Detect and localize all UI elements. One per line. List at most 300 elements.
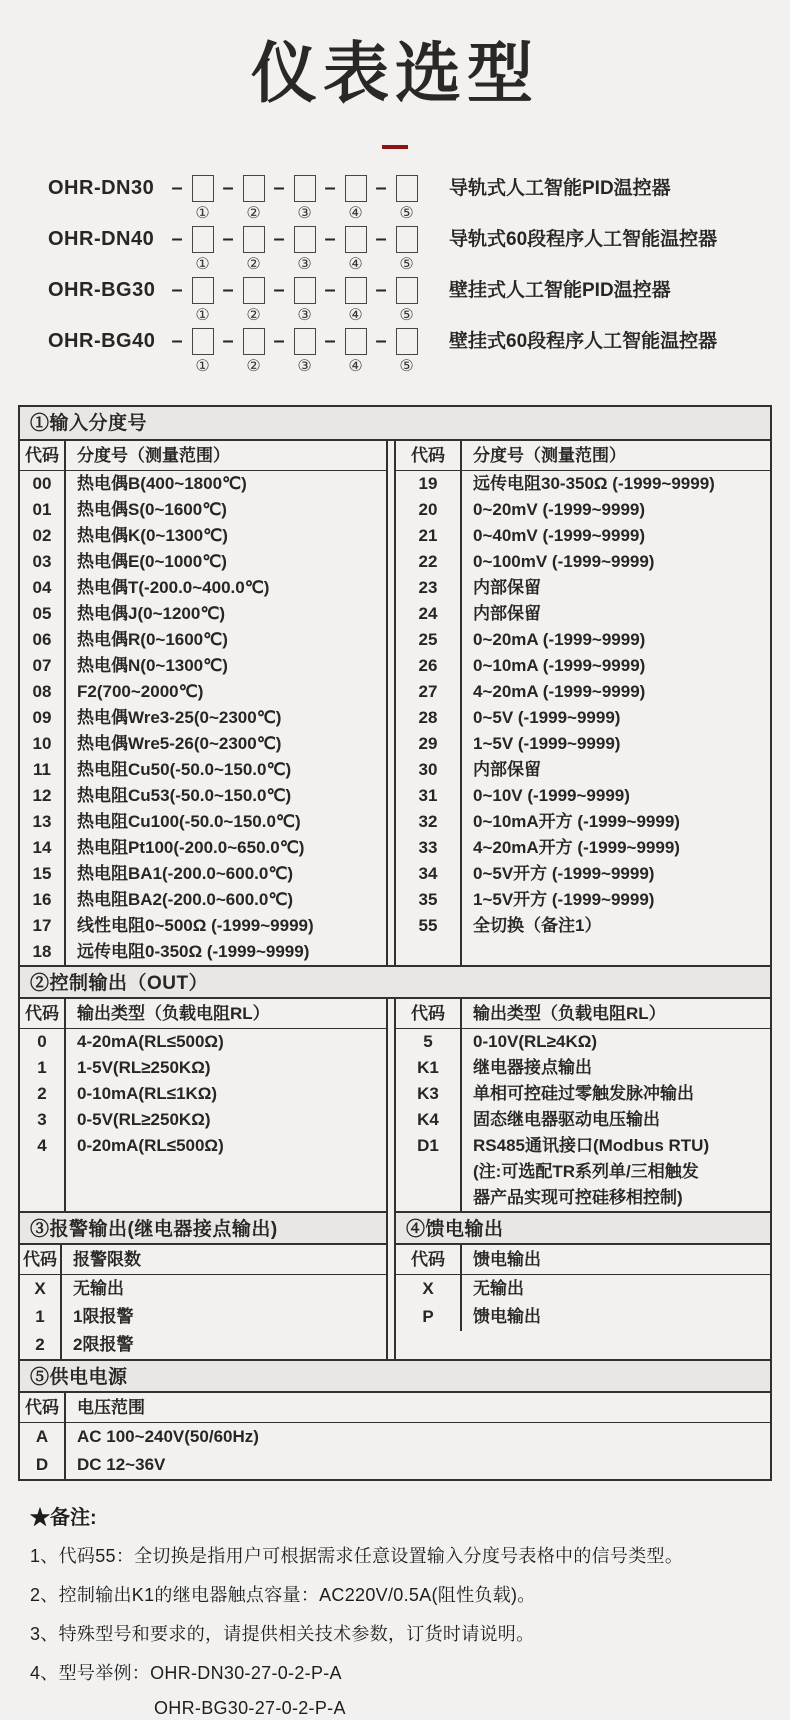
table-row <box>396 523 770 549</box>
range-header: 分度号（测量范围） <box>473 446 626 465</box>
table-row <box>396 497 770 523</box>
code-cell: 31 <box>418 786 438 805</box>
desc-cell: 热电偶N(0~1300℃) <box>77 656 228 675</box>
option-box <box>345 175 367 202</box>
option-box <box>192 226 214 253</box>
code-cell: 35 <box>418 890 438 909</box>
desc-cell: 热电偶K(0~1300℃) <box>77 526 228 545</box>
code-cell: 30 <box>418 760 438 779</box>
dash-separator: – <box>324 330 336 352</box>
desc-cell: 0-10V(RL≥4KΩ) <box>473 1032 598 1051</box>
desc-cell: 0~100mV (-1999~9999) <box>473 552 655 571</box>
code-cell: 14 <box>32 838 52 857</box>
table-row <box>20 705 386 731</box>
code-cell: 20 <box>418 500 438 519</box>
table-row <box>396 1303 770 1331</box>
code-cell: K4 <box>417 1110 439 1129</box>
desc-cell: 1-5V(RL≥250KΩ) <box>77 1058 211 1077</box>
title-underline <box>382 145 408 149</box>
table-row <box>396 809 770 835</box>
option-slot <box>237 226 270 273</box>
table-row <box>396 549 770 575</box>
note-line: 4、型号举例：OHR-DN30-27-0-2-P-A <box>30 1663 342 1683</box>
dash-separator: – <box>273 177 285 199</box>
code-cell: 25 <box>418 630 438 649</box>
option-slot <box>390 277 423 324</box>
position-marker: ③ <box>297 307 312 324</box>
code-cell: 26 <box>418 656 438 675</box>
option-box <box>294 226 316 253</box>
code-cell: 16 <box>32 890 52 909</box>
position-marker: ④ <box>348 256 363 273</box>
dash-separator: – <box>324 228 336 250</box>
option-slot <box>237 175 270 222</box>
table-row <box>20 861 386 887</box>
code-cell: 23 <box>418 578 438 597</box>
spec-sheet-page <box>0 20 790 1720</box>
position-marker: ⑤ <box>399 205 414 222</box>
code-cell: 02 <box>32 526 52 545</box>
dash-separator: – <box>273 279 285 301</box>
option-box <box>243 226 265 253</box>
position-marker: ③ <box>297 205 312 222</box>
model-code: OHR-BG40 <box>48 330 156 352</box>
table-row <box>20 497 386 523</box>
model-description: 导轨式60段程序人工智能温控器 <box>449 229 718 250</box>
table-row <box>20 1423 770 1451</box>
option-slot <box>288 328 321 375</box>
desc-cell: 热电偶Wre5-26(0~2300℃) <box>77 734 282 753</box>
position-marker: ① <box>195 358 210 375</box>
table-row <box>396 1185 770 1211</box>
code-cell: 2 <box>35 1335 45 1354</box>
code-cell: 06 <box>32 630 52 649</box>
code-cell: 10 <box>32 734 52 753</box>
table-row <box>396 1029 770 1055</box>
section1-title: ①输入分度号 <box>20 407 770 441</box>
desc-cell: 单相可控硅过零触发脉冲输出 <box>473 1084 694 1103</box>
dash-separator: – <box>273 228 285 250</box>
code-cell: 19 <box>418 474 438 493</box>
desc-cell: 0~5V (-1999~9999) <box>473 708 621 727</box>
option-box <box>396 175 418 202</box>
code-cell: 09 <box>32 708 52 727</box>
option-slot <box>390 328 423 375</box>
table-row <box>396 1133 770 1159</box>
table-row <box>396 835 770 861</box>
dash-separator: – <box>222 228 234 250</box>
code-cell: D <box>35 1455 49 1474</box>
notes-header: ★备注: <box>30 1507 97 1529</box>
desc-cell: 固态继电器驱动电压输出 <box>473 1110 660 1129</box>
code-cell: 1 <box>35 1307 45 1326</box>
desc-cell: 线性电阻0~500Ω (-1999~9999) <box>77 916 314 935</box>
code-header: 代码 <box>411 1250 445 1269</box>
desc-cell: 0-20mA(RL≤500Ω) <box>77 1136 224 1155</box>
option-slot <box>339 175 372 222</box>
selection-table <box>18 405 772 1481</box>
option-slot <box>237 328 270 375</box>
desc-cell: 4~20mA开方 (-1999~9999) <box>473 838 680 857</box>
code-cell: 04 <box>32 578 52 597</box>
desc-cell: DC 12~36V <box>77 1455 166 1474</box>
position-marker: ⑤ <box>399 358 414 375</box>
model-row <box>48 226 790 277</box>
table-row <box>20 471 386 497</box>
position-marker: ③ <box>297 358 312 375</box>
section3-4-pair <box>20 1211 770 1359</box>
table-row <box>396 913 770 939</box>
code-cell: 55 <box>418 916 438 935</box>
section5-title: ⑤供电电源 <box>20 1359 770 1393</box>
table-row <box>396 601 770 627</box>
desc-cell: 热电阻Cu50(-50.0~150.0℃) <box>77 760 292 779</box>
dash-separator: – <box>375 330 387 352</box>
option-box <box>396 226 418 253</box>
table-row <box>20 1303 386 1331</box>
code-cell: 32 <box>418 812 438 831</box>
option-slot <box>237 277 270 324</box>
code-cell: 21 <box>418 526 438 545</box>
table-row <box>396 861 770 887</box>
option-box <box>243 328 265 355</box>
model-code: OHR-DN40 <box>48 228 155 250</box>
code-cell <box>396 1185 460 1211</box>
section4-inner <box>396 1245 770 1331</box>
code-cell: 13 <box>32 812 52 831</box>
output-type-header: 输出类型（负载电阻RL） <box>473 1004 666 1023</box>
code-header: 代码 <box>411 1004 445 1023</box>
position-marker: ② <box>246 307 261 324</box>
table-row <box>396 679 770 705</box>
dash-separator: – <box>171 330 183 352</box>
position-marker: ② <box>246 358 261 375</box>
table-row <box>396 627 770 653</box>
table-row <box>396 1055 770 1081</box>
code-cell: 27 <box>418 682 438 701</box>
table-row <box>20 1133 386 1159</box>
desc-cell: 热电阻BA2(-200.0~600.0℃) <box>77 890 294 909</box>
desc-cell: RS485通讯接口(Modbus RTU) <box>473 1136 710 1155</box>
desc-cell: 1限报警 <box>73 1307 134 1326</box>
desc-cell: 热电偶S(0~1600℃) <box>77 500 227 519</box>
desc-cell: 热电阻Pt100(-200.0~650.0℃) <box>77 838 305 857</box>
table-row <box>20 835 386 861</box>
code-cell: 17 <box>32 916 52 935</box>
code-cell <box>396 1159 460 1185</box>
page-title: 仪表选型 <box>251 36 539 110</box>
table-row <box>20 783 386 809</box>
table-row <box>20 913 386 939</box>
code-cell: X <box>34 1279 46 1298</box>
section2-left-half <box>20 999 388 1211</box>
section4-table <box>394 1211 770 1359</box>
column-header <box>396 441 770 471</box>
desc-cell: 无输出 <box>73 1279 124 1298</box>
option-box <box>243 277 265 304</box>
desc-cell: 热电偶B(400~1800℃) <box>77 474 247 493</box>
column-header <box>20 1245 386 1275</box>
option-box <box>294 277 316 304</box>
column-header <box>396 1245 770 1275</box>
model-row <box>48 277 790 328</box>
desc-cell: 热电偶R(0~1600℃) <box>77 630 228 649</box>
desc-cell: 0-10mA(RL≤1KΩ) <box>77 1084 218 1103</box>
notes-list <box>30 1542 790 1685</box>
table-row <box>20 939 386 965</box>
dash-separator: – <box>324 279 336 301</box>
code-cell: K3 <box>417 1084 439 1103</box>
code-cell: 28 <box>418 708 438 727</box>
code-cell: 29 <box>418 734 438 753</box>
table-row <box>396 731 770 757</box>
section3-title: ③报警输出(继电器接点输出) <box>20 1211 386 1245</box>
code-cell: 11 <box>33 760 51 779</box>
option-slot <box>288 226 321 273</box>
option-box <box>294 175 316 202</box>
note-line: 1、代码55：全切换是指用户可根据需求任意设置输入分度号表格中的信号类型。 <box>30 1546 684 1566</box>
dash-separator: – <box>375 177 387 199</box>
code-cell: 07 <box>32 656 52 675</box>
desc-cell: 2限报警 <box>73 1335 134 1354</box>
code-header: 代码 <box>411 446 445 465</box>
table-row <box>20 575 386 601</box>
option-box <box>243 175 265 202</box>
table-row <box>20 1055 386 1081</box>
code-cell: 24 <box>418 604 438 623</box>
option-box <box>345 328 367 355</box>
desc-cell: 热电偶J(0~1200℃) <box>77 604 226 623</box>
column-header <box>396 999 770 1029</box>
desc-cell: 热电阻Cu100(-50.0~150.0℃) <box>77 812 301 831</box>
code-cell: 22 <box>418 552 438 571</box>
option-slot <box>288 175 321 222</box>
table-row <box>20 757 386 783</box>
position-marker: ① <box>195 256 210 273</box>
option-box <box>345 277 367 304</box>
code-header: 代码 <box>25 446 59 465</box>
table-row <box>20 1029 386 1055</box>
desc-cell: 0~10mA开方 (-1999~9999) <box>473 812 680 831</box>
section2-body <box>20 999 770 1211</box>
table-row <box>20 549 386 575</box>
desc-cell: 0~20mA (-1999~9999) <box>473 630 646 649</box>
position-marker: ④ <box>348 358 363 375</box>
section1-right-half <box>394 441 770 965</box>
voltage-header: 电压范围 <box>77 1398 145 1417</box>
table-row <box>20 679 386 705</box>
option-slot <box>186 328 219 375</box>
range-header: 分度号（测量范围） <box>77 446 230 465</box>
option-slot <box>186 226 219 273</box>
table-row <box>396 653 770 679</box>
note-line: 3、特殊型号和要求的，请提供相关技术参数，订货时请说明。 <box>30 1624 535 1644</box>
model-row <box>48 175 790 226</box>
position-marker: ④ <box>348 307 363 324</box>
table-row <box>20 523 386 549</box>
position-marker: ⑤ <box>399 256 414 273</box>
table-row <box>20 1331 386 1359</box>
model-example-2: OHR-BG30-27-0-2-P-A <box>154 1698 346 1718</box>
table-row <box>20 887 386 913</box>
position-marker: ② <box>246 205 261 222</box>
option-box <box>192 175 214 202</box>
desc-cell: 热电偶E(0~1000℃) <box>77 552 227 571</box>
code-cell: 3 <box>37 1110 47 1129</box>
option-box <box>192 328 214 355</box>
desc-cell: 0~40mV (-1999~9999) <box>473 526 646 545</box>
table-row <box>20 601 386 627</box>
position-marker: ③ <box>297 256 312 273</box>
table-row <box>20 1451 770 1479</box>
code-header: 代码 <box>25 1004 59 1023</box>
option-slot <box>186 277 219 324</box>
model-code-diagrams <box>48 175 790 379</box>
model-row <box>48 328 790 379</box>
table-row <box>20 731 386 757</box>
section3-inner <box>20 1245 386 1359</box>
column-header <box>20 441 386 471</box>
desc-cell: 无输出 <box>473 1279 524 1298</box>
desc-cell: 4-20mA(RL≤500Ω) <box>77 1032 224 1051</box>
position-marker: ① <box>195 307 210 324</box>
code-cell: 0 <box>37 1032 47 1051</box>
option-slot <box>339 226 372 273</box>
option-slot <box>390 226 423 273</box>
desc-cell: 热电阻Cu53(-50.0~150.0℃) <box>77 786 292 805</box>
table-row <box>396 1275 770 1303</box>
desc-cell: 远传电阻0-350Ω (-1999~9999) <box>77 942 310 961</box>
position-marker: ④ <box>348 205 363 222</box>
option-box <box>192 277 214 304</box>
desc-cell: 4~20mA (-1999~9999) <box>473 682 646 701</box>
section2-right-half <box>394 999 770 1211</box>
desc-cell: 远传电阻30-350Ω (-1999~9999) <box>473 474 715 493</box>
model-description: 导轨式人工智能PID温控器 <box>449 178 671 199</box>
position-marker: ⑤ <box>399 307 414 324</box>
model-code: OHR-DN30 <box>48 177 155 199</box>
desc-cell: 热电偶Wre3-25(0~2300℃) <box>77 708 282 727</box>
position-marker: ① <box>195 205 210 222</box>
section1-body <box>20 441 770 965</box>
code-cell: P <box>422 1307 434 1326</box>
option-box <box>396 277 418 304</box>
dash-separator: – <box>222 177 234 199</box>
dash-separator: – <box>324 177 336 199</box>
option-box <box>396 328 418 355</box>
table-row <box>396 1107 770 1133</box>
code-cell: 01 <box>32 500 52 519</box>
desc-cell: AC 100~240V(50/60Hz) <box>77 1427 259 1446</box>
table-row <box>396 757 770 783</box>
code-cell: 05 <box>32 604 52 623</box>
code-header: 代码 <box>25 1398 59 1417</box>
code-cell: 2 <box>37 1084 47 1103</box>
table-row <box>20 809 386 835</box>
option-slot <box>288 277 321 324</box>
desc-cell: 1~5V (-1999~9999) <box>473 734 621 753</box>
option-slot <box>186 175 219 222</box>
table-row <box>396 1159 770 1185</box>
desc-cell: 0~20mV (-1999~9999) <box>473 500 646 519</box>
table-row <box>396 783 770 809</box>
option-slot <box>339 328 372 375</box>
table-row <box>396 705 770 731</box>
option-box <box>345 226 367 253</box>
desc-cell: 0~5V开方 (-1999~9999) <box>473 864 655 883</box>
code-cell: 15 <box>32 864 52 883</box>
option-box <box>294 328 316 355</box>
dash-separator: – <box>222 330 234 352</box>
section5-body <box>20 1393 770 1479</box>
dash-separator: – <box>171 177 183 199</box>
dash-separator: – <box>222 279 234 301</box>
code-cell: 1 <box>37 1058 47 1077</box>
code-cell: 18 <box>32 942 52 961</box>
desc-cell: 热电阻BA1(-200.0~600.0℃) <box>77 864 294 883</box>
option-slot <box>339 277 372 324</box>
code-cell: D1 <box>417 1136 439 1155</box>
desc-cell: 0-5V(RL≥250KΩ) <box>77 1110 211 1129</box>
section2-title: ②控制输出（OUT） <box>20 965 770 999</box>
desc-cell: 内部保留 <box>473 578 541 597</box>
model-description: 壁挂式60段程序人工智能温控器 <box>449 331 718 352</box>
desc-cell: 馈电输出 <box>473 1307 541 1326</box>
feed-header: 馈电输出 <box>473 1250 541 1269</box>
dash-separator: – <box>273 330 285 352</box>
code-cell: 34 <box>418 864 438 883</box>
desc-cell: 全切换（备注1） <box>473 916 602 935</box>
option-slot <box>390 175 423 222</box>
table-row <box>396 1081 770 1107</box>
note-line: 2、控制输出K1的继电器触点容量：AC220V/0.5A(阻性负载)。 <box>30 1585 536 1605</box>
code-cell: A <box>35 1427 49 1446</box>
output-type-header: 输出类型（负载电阻RL） <box>77 1004 270 1023</box>
desc-cell: 0~10V (-1999~9999) <box>473 786 630 805</box>
desc-cell: (注:可选配TR系列单/三相触发 <box>473 1162 699 1181</box>
desc-cell: 内部保留 <box>473 760 541 779</box>
table-row <box>20 1107 386 1133</box>
alarm-header: 报警限数 <box>73 1250 141 1269</box>
desc-cell: 0~10mA (-1999~9999) <box>473 656 646 675</box>
code-header: 代码 <box>23 1250 57 1269</box>
dash-separator: – <box>375 228 387 250</box>
model-code: OHR-BG30 <box>48 279 156 301</box>
table-row <box>20 1275 386 1303</box>
code-cell: 5 <box>423 1032 433 1051</box>
section3-table <box>20 1211 388 1359</box>
dash-separator: – <box>171 279 183 301</box>
code-cell: 03 <box>32 552 52 571</box>
table-row <box>20 627 386 653</box>
model-description: 壁挂式人工智能PID温控器 <box>449 280 671 301</box>
desc-cell: 器产品实现可控硅移相控制) <box>473 1188 683 1207</box>
column-header <box>20 999 386 1029</box>
dash-separator: – <box>375 279 387 301</box>
table-row <box>20 653 386 679</box>
table-row <box>396 887 770 913</box>
code-cell: 4 <box>37 1136 47 1155</box>
desc-cell: F2(700~2000℃) <box>77 682 204 701</box>
table-row <box>20 1081 386 1107</box>
code-cell: X <box>422 1279 434 1298</box>
position-marker: ② <box>246 256 261 273</box>
section4-title: ④馈电输出 <box>396 1211 770 1245</box>
code-cell: 33 <box>418 838 438 857</box>
code-cell: 00 <box>32 474 52 493</box>
table-row <box>396 575 770 601</box>
code-cell: K1 <box>417 1058 439 1077</box>
